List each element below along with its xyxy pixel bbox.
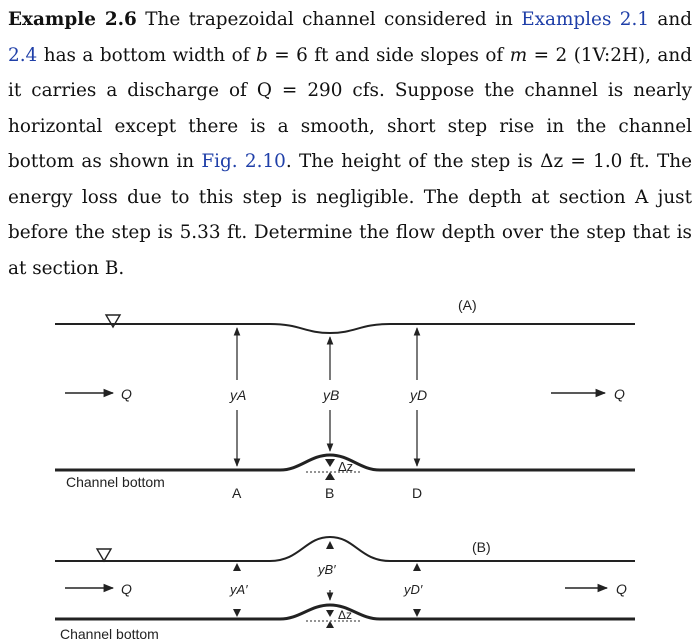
panel-a-water-surface	[55, 324, 635, 333]
text-4: = 6 ft and side slopes of	[267, 44, 510, 66]
panel-b-label: (B)	[472, 539, 491, 555]
panel-b-step-arrow-up-icon	[326, 621, 334, 628]
panel-b-depth-d-arrow-up-icon	[413, 563, 421, 571]
panel-a-depth-d: yD	[410, 387, 428, 403]
panel-b-depth-d: yD′	[404, 582, 423, 597]
link-fig-2-10[interactable]: Fig. 2.10	[201, 151, 286, 172]
var-b: b	[255, 44, 268, 66]
panel-b-depth-a-arrow-down-icon	[233, 609, 241, 617]
panel-b-flow-right: Q	[616, 581, 627, 597]
panel-b-depth-b-arrow-up-icon	[326, 541, 334, 549]
panel-b-bottom-label: Channel bottom	[60, 626, 159, 639]
panel-b-depth-a: yA′	[230, 582, 248, 597]
text-6: . The height of the step is Δz = 1.0 ft. The energy loss due to this step is negligible. The depth at section A just before the step is 5.33 ft. Determine the flow depth over the step that is at section B.	[8, 151, 692, 279]
panel-a-section-a: A	[232, 485, 242, 501]
text-3: has a bottom width of	[37, 44, 256, 66]
panel-a	[55, 297, 635, 501]
panel-b-flow-left: Q	[121, 581, 132, 597]
panel-a-depth-b: yB	[323, 387, 340, 403]
panel-b-step-arrow-down-icon	[326, 610, 334, 617]
var-m: m	[509, 44, 528, 66]
panel-a-bottom-label: Channel bottom	[66, 474, 165, 490]
panel-b-step: Δz	[338, 608, 353, 622]
panel-a-section-b: B	[325, 485, 335, 501]
text-1: The trapezoidal channel considered in	[136, 9, 522, 30]
example-label: Example 2.6	[8, 9, 137, 30]
panel-a-step: Δz	[338, 459, 354, 474]
water-surface-symbol-icon	[104, 315, 122, 327]
text-2: and	[649, 9, 693, 30]
panel-b-water-surface	[55, 537, 635, 561]
text-5: = 2 (1V:2H), and it carries a discharge of Q = 290 cfs. Suppose the channel is nearly horizontal except there is a smooth, short step rise in the channel bottom as shown in	[8, 44, 693, 172]
panel-a-label: (A)	[458, 297, 477, 313]
panel-b-depth-a-arrow-up-icon	[233, 563, 241, 571]
panel-a-step-arrow-down-icon	[325, 459, 335, 467]
panel-b	[55, 537, 635, 639]
panel-a-section-d: D	[412, 485, 423, 501]
panel-a-depth-a: yA	[230, 387, 247, 403]
panel-b-depth-b: yB′	[318, 562, 336, 577]
link-example-2-4[interactable]: 2.4	[8, 44, 38, 66]
water-surface-symbol-icon	[97, 549, 111, 561]
panel-a-flow-left: Q	[121, 386, 132, 402]
panel-a-step-arrow-up-icon	[325, 472, 335, 480]
link-example-2-1[interactable]: Examples 2.1	[521, 9, 650, 30]
panel-a-flow-right: Q	[614, 386, 625, 402]
panel-b-depth-d-arrow-down-icon	[413, 609, 421, 617]
